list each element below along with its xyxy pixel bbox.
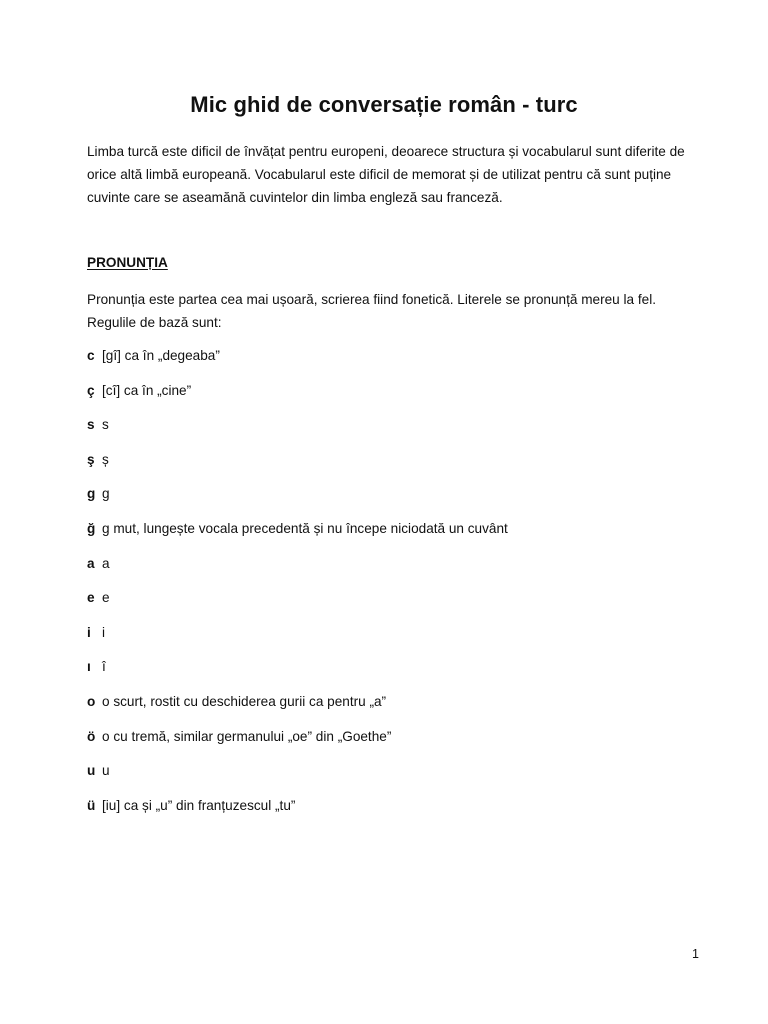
page-number: 1: [692, 947, 699, 961]
letter-key: ç: [87, 382, 95, 398]
intro-paragraph: Limba turcă este dificil de învățat pentru europeni, deoarece structura și vocabularul sunt diferite de orice altă limbă europeană. Vocabularul este dificil de memorat și de utilizat pentru că sunt puține cuvinte care se aseamănă cuvintelor din limba engleză sau franceză.: [87, 144, 685, 205]
letter-description: g: [102, 486, 110, 502]
letter-row: [87, 450, 697, 485]
letter-row: [87, 415, 697, 450]
letter-description: [iu] ca și „u” din franțuzescul „tu”: [102, 797, 296, 813]
letter-row: [87, 692, 697, 727]
letter-key: s: [87, 417, 95, 433]
letter-row: [87, 761, 697, 796]
letter-description: a: [102, 555, 110, 571]
letter-key: g: [87, 486, 96, 502]
letter-row: [87, 796, 697, 831]
letter-key: e: [87, 590, 95, 606]
section-heading-pronuntia: PRONUNȚIA: [87, 255, 168, 270]
letter-description: [gî] ca în „degeaba”: [102, 348, 220, 363]
letter-description: g mut, lungește vocala precedentă și nu începe niciodată un cuvânt: [102, 520, 508, 536]
letter-row: [87, 623, 697, 658]
letter-row: [87, 381, 697, 416]
letter-description: î: [102, 659, 106, 675]
letter-key: ü: [87, 797, 96, 813]
letter-row: [87, 554, 697, 589]
letter-row: [87, 657, 697, 692]
letter-description: o scurt, rostit cu deschiderea gurii ca pentru „a”: [102, 693, 387, 709]
letter-description: i: [102, 624, 106, 640]
letter-key: o: [87, 693, 96, 709]
pronunciation-intro-paragraph: Pronunția este partea cea mai ușoară, scrierea fiind fonetică. Literele se pronunță mereu la fel. Regulile de bază sunt:: [87, 292, 656, 330]
letter-description: ș: [102, 451, 109, 467]
letter-description: u: [102, 763, 110, 779]
letter-key: ş: [87, 451, 95, 467]
letter-row: [87, 588, 697, 623]
letter-description: e: [102, 590, 110, 606]
letter-description: o cu tremă, similar germanului „oe” din „Goethe”: [102, 728, 392, 744]
letter-key: u: [87, 763, 96, 779]
document-title: Mic ghid de conversație român - turc: [190, 92, 578, 117]
letter-key: a: [87, 555, 95, 571]
letter-list: [87, 346, 697, 830]
letter-key: ı: [87, 659, 91, 675]
letter-key: ğ: [87, 520, 96, 536]
letter-key: i: [87, 624, 91, 640]
letter-key: c: [87, 348, 95, 363]
letter-key: ö: [87, 728, 96, 744]
letter-description: s: [102, 417, 109, 433]
letter-row: [87, 484, 697, 519]
letter-row: [87, 727, 697, 762]
letter-row: [87, 346, 697, 381]
letter-row: [87, 519, 697, 554]
letter-description: [cî] ca în „cine”: [102, 382, 192, 398]
